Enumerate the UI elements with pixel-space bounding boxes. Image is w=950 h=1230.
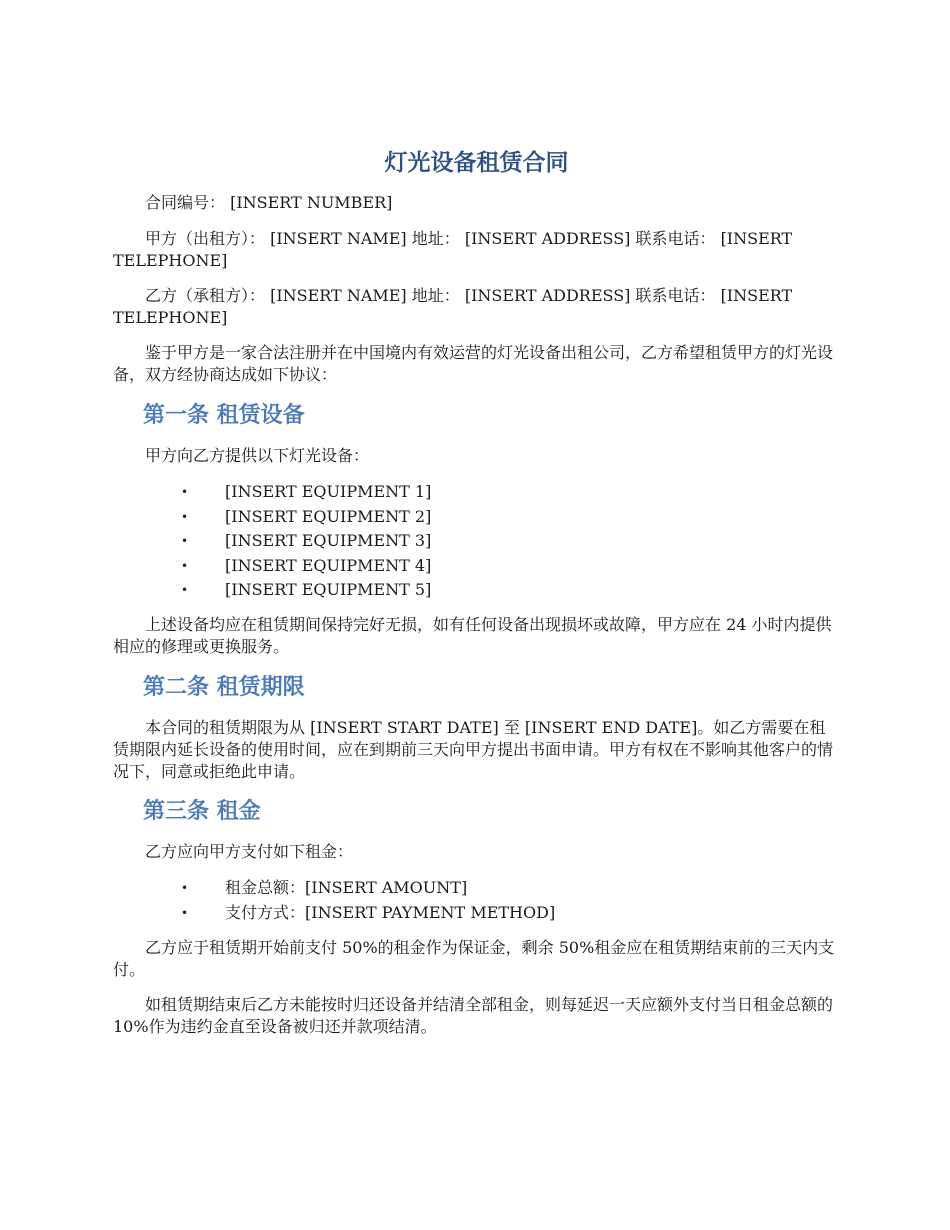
article-3-heading: 第三条 租金 [143, 799, 261, 824]
document-title: 灯光设备租赁合同 [384, 150, 569, 176]
list-item [113, 578, 840, 603]
equipment-item: [INSERT EQUIPMENT 2] [225, 506, 432, 526]
bullet-icon: • [181, 485, 189, 499]
equipment-list [113, 480, 840, 603]
bullet-icon: • [181, 905, 189, 920]
bullet-icon: • [181, 558, 189, 573]
article-1-intro: 甲方向乙方提供以下灯光设备： [145, 446, 370, 465]
article-2-heading: 第二条 租赁期限 [143, 675, 305, 700]
list-item [113, 505, 840, 530]
list-item [113, 554, 840, 579]
bullet-icon: • [181, 881, 189, 895]
list-item [113, 876, 840, 901]
list-item [113, 529, 840, 554]
payment-item: 租金总额：[INSERT AMOUNT] [225, 878, 468, 897]
party-a-info: 甲方（出租方）： [INSERT NAME] 地址： [INSERT ADDRESS] 联系电话： [INSERT TELEPHONE] [113, 229, 793, 270]
equipment-item: [INSERT EQUIPMENT 3] [225, 531, 432, 551]
party-b-info: 乙方（承租方）： [INSERT NAME] 地址： [INSERT ADDRESS] 联系电话： [INSERT TELEPHONE] [113, 286, 793, 327]
list-item [113, 901, 840, 926]
list-item [113, 480, 840, 505]
bullet-icon: • [181, 509, 189, 524]
equipment-item: [INSERT EQUIPMENT 4] [225, 555, 432, 575]
article-3-penalty: 如租赁期结束后乙方未能按时归还设备并结清全部租金，则每延迟一天应额外支付当日租金总额的 10%作为违约金直至设备被归还并款项结清。 [113, 995, 834, 1036]
bullet-icon: • [181, 583, 189, 598]
article-3-deposit: 乙方应于租赁期开始前支付 50%的租金作为保证金，剩余 50%租金应在租赁期结束前的三天内支付。 [113, 938, 835, 979]
article-3-intro: 乙方应向甲方支付如下租金： [145, 842, 354, 861]
equipment-item: [INSERT EQUIPMENT 1] [225, 482, 432, 501]
article-1-heading: 第一条 租赁设备 [143, 403, 305, 428]
preamble: 鉴于甲方是一家合法注册并在中国境内有效运营的灯光设备出租公司，乙方希望租赁甲方的灯光设备，双方经协商达成如下协议： [113, 343, 834, 384]
article-1-closing: 上述设备均应在租赁期间保持完好无损，如有任何设备出现损坏或故障，甲方应在 24 小时内提供相应的修理或更换服务。 [113, 615, 832, 656]
contract-number: 合同编号： [INSERT NUMBER] [145, 193, 393, 212]
article-2-body: 本合同的租赁期限为从 [INSERT START DATE] 至 [INSERT END DATE]。如乙方需要在租赁期限内延长设备的使用时间，应在到期前三天向甲方提出书面申请。甲方有权在不影响其他客户的情况下，同意或拒绝此申请。 [113, 718, 834, 781]
bullet-icon: • [181, 534, 189, 549]
equipment-item: [INSERT EQUIPMENT 5] [225, 580, 432, 600]
payment-list [113, 876, 840, 925]
payment-item: 支付方式：[INSERT PAYMENT METHOD] [225, 902, 556, 922]
